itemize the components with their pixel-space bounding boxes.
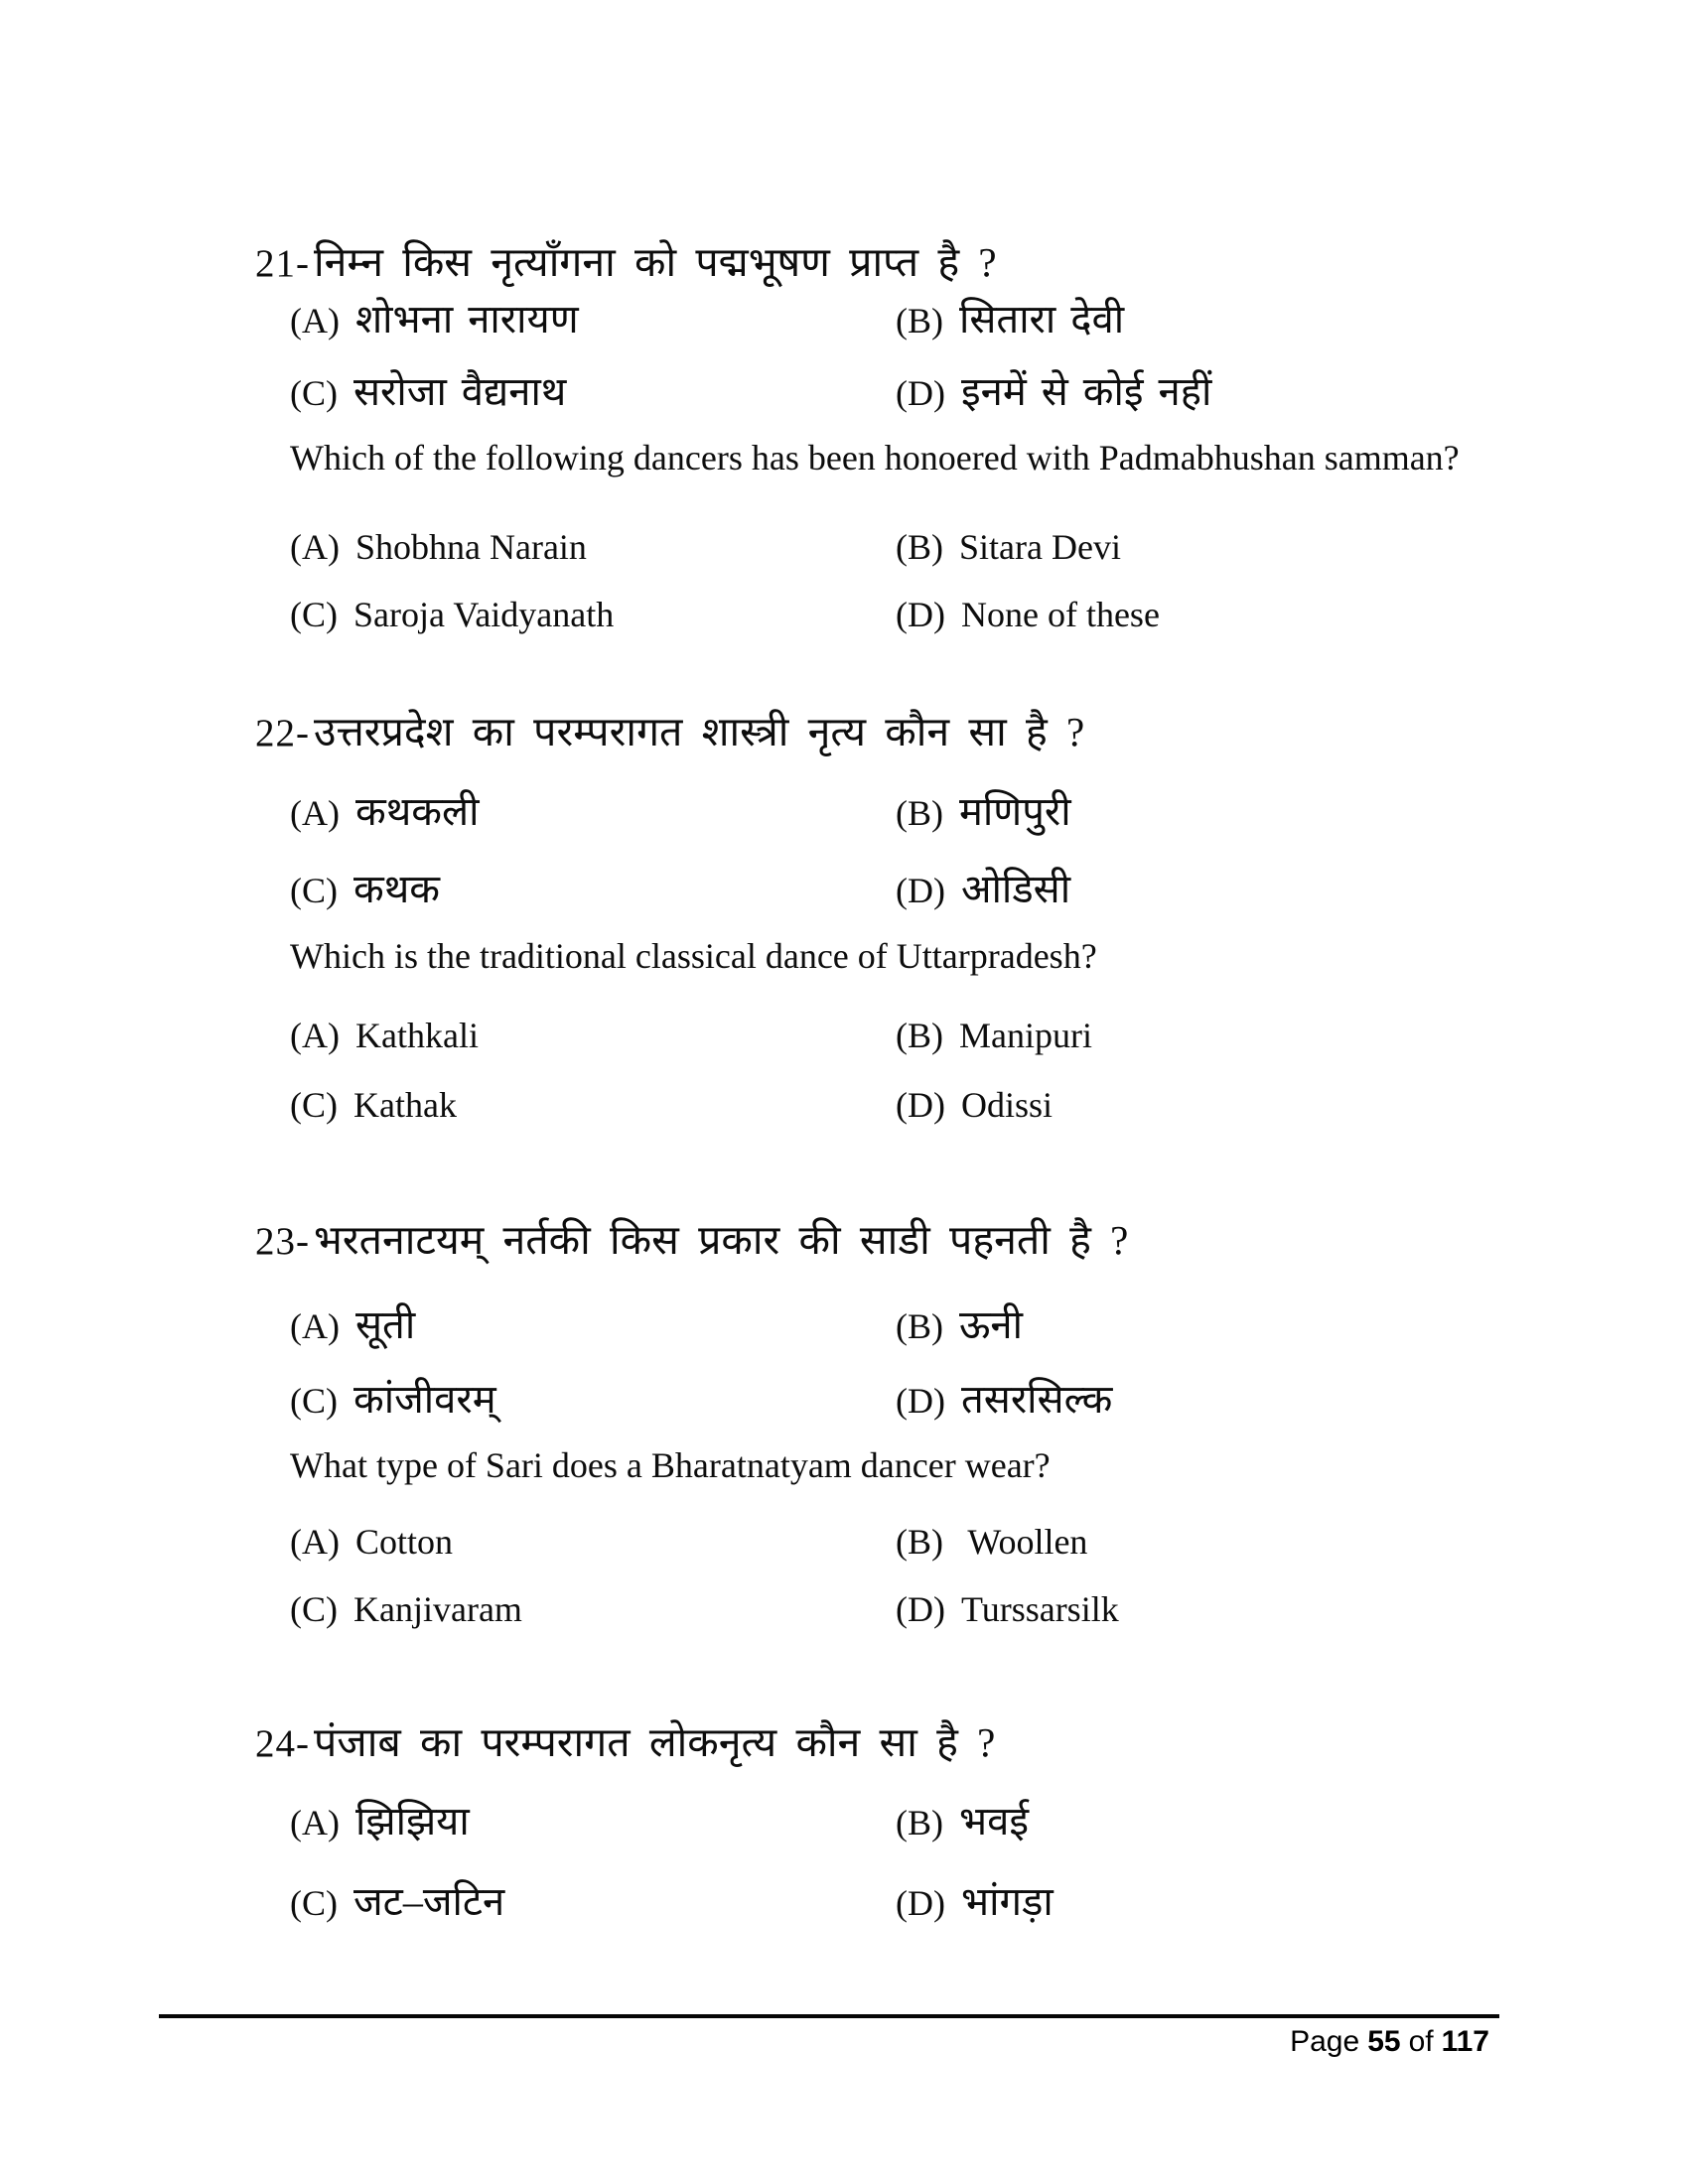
q21-option-a-hindi: (A) शोभना नारायण xyxy=(290,297,579,341)
q24-option-a-hindi: (A) झिझिया xyxy=(290,1799,470,1843)
q23-option-a-hindi: (A) सूती xyxy=(290,1302,416,1347)
question-24-text-hindi: पंजाब का परम्परागत लोकनृत्य कौन सा है ? xyxy=(314,1719,996,1765)
question-23-text-hindi: भरतनाटयम् नर्तकी किस प्रकार की साडी पहनती है ? xyxy=(314,1217,1129,1263)
page-number-indicator xyxy=(1092,2025,1489,2059)
q22-option-d-hindi: (D) ओडिसी xyxy=(896,867,1071,911)
question-22-number: 22- xyxy=(255,712,310,754)
q21-option-b-hindi: (B) सितारा देवी xyxy=(896,297,1125,341)
question-22-line-hindi xyxy=(255,703,1645,758)
question-22-text-hindi: उत्तरप्रदेश का परम्परागत शास्त्री नृत्य कौन सा है ? xyxy=(314,709,1085,754)
question-23-number: 23- xyxy=(255,1220,310,1263)
q24-option-b-hindi: (B) भवई xyxy=(896,1799,1029,1843)
footer-current-page: 55 xyxy=(1367,2025,1401,2058)
q21-option-b-english: (B) Sitara Devi xyxy=(896,527,1121,567)
q22-option-a-hindi: (A) कथकली xyxy=(290,789,480,834)
question-24-line-hindi xyxy=(255,1713,1645,1769)
q23-option-d-hindi: (D) तसरसिल्क xyxy=(896,1377,1113,1422)
question-21-line-hindi xyxy=(255,233,1645,289)
footer-page-word: Page xyxy=(1290,2025,1360,2058)
q22-option-d-english: (D) Odissi xyxy=(896,1085,1054,1125)
q21-option-c-english: (C) Saroja Vaidyanath xyxy=(290,595,615,634)
question-24-number: 24- xyxy=(255,1722,310,1765)
q23-option-b-english: (B) Woollen xyxy=(896,1522,1088,1562)
question-22-text-english: Which is the traditional classical dance of Uttarpradesh? xyxy=(290,936,1097,976)
q23-option-c-hindi: (C) कांजीवरम् xyxy=(290,1377,496,1422)
q22-option-b-hindi: (B) मणिपुरी xyxy=(896,789,1071,834)
q21-option-c-hindi: (C) सरोजा वैद्यनाथ xyxy=(290,369,567,414)
q23-option-d-english: (D) Turssarsilk xyxy=(896,1589,1119,1629)
q21-option-d-english: (D) None of these xyxy=(896,595,1160,634)
q22-option-a-english: (A) Kathkali xyxy=(290,1016,479,1055)
q22-option-b-english: (B) Manipuri xyxy=(896,1016,1092,1055)
q23-option-b-hindi: (B) ऊनी xyxy=(896,1302,1023,1347)
question-21-text-hindi: निम्न किस नृत्याँगना को पद्मभूषण प्राप्त है ? xyxy=(314,239,997,285)
footer-total-pages: 117 xyxy=(1441,2025,1489,2058)
q21-option-a-english: (A) Shobhna Narain xyxy=(290,527,587,567)
question-21-number: 21- xyxy=(255,242,310,285)
q23-option-a-english: (A) Cotton xyxy=(290,1522,453,1562)
q24-option-c-hindi: (C) जट–जटिन xyxy=(290,1879,505,1924)
q24-option-d-hindi: (D) भांगड़ा xyxy=(896,1879,1054,1924)
q22-option-c-hindi: (C) कथक xyxy=(290,867,440,911)
q22-option-c-english: (C) Kathak xyxy=(290,1085,457,1125)
question-23-text-english: What type of Sari does a Bharatnatyam dancer wear? xyxy=(290,1445,1051,1485)
footer-of-word: of xyxy=(1408,2025,1434,2058)
q21-option-d-hindi: (D) इनमें से कोई नहीं xyxy=(896,369,1212,414)
question-21-text-english: Which of the following dancers has been honoered with Padmabhushan samman? xyxy=(290,438,1460,478)
q23-option-c-english: (C) Kanjivaram xyxy=(290,1589,522,1629)
footer-divider-line xyxy=(159,2014,1499,2018)
question-23-line-hindi xyxy=(255,1211,1645,1267)
